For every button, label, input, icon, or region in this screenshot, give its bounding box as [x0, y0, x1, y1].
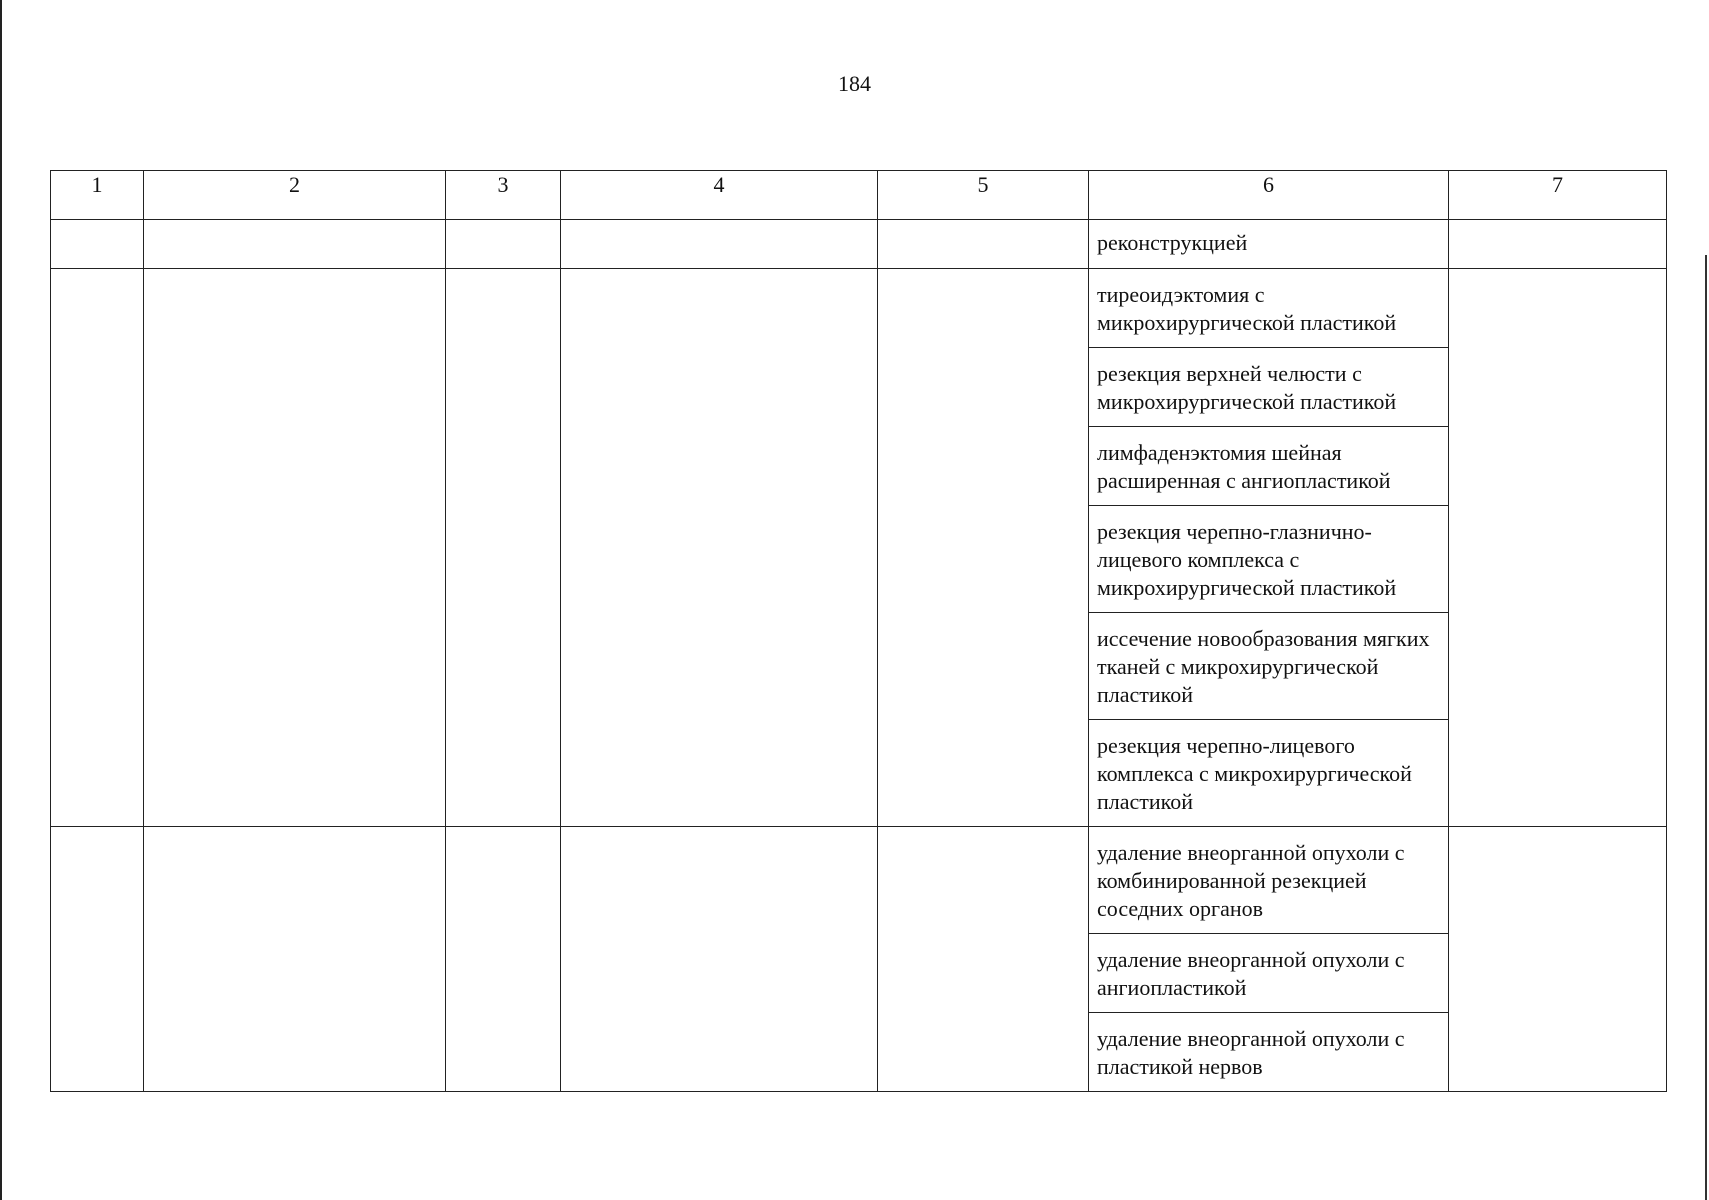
- procedure-item: резекция черепно-лицевого комплекса с микрохирургической пластикой: [1097, 733, 1412, 814]
- column-header-2: 2: [144, 171, 446, 220]
- procedure-cell: [1089, 220, 1449, 269]
- table-cell: [561, 827, 878, 1092]
- procedure-item: иссечение новообразования мягких тканей с микрохирургической пластикой: [1089, 613, 1448, 720]
- table-cell: [51, 827, 144, 1092]
- table-cell: [51, 269, 144, 827]
- column-header-6: 6: [1089, 171, 1449, 220]
- procedure-item: удаление внеорганной опухоли с пластикой нервов: [1097, 1026, 1405, 1079]
- table-cell: [144, 269, 446, 827]
- column-header-4: 4: [561, 171, 878, 220]
- table-cell: [878, 269, 1089, 827]
- table-cell: [446, 220, 561, 269]
- procedure-cell: [1089, 827, 1449, 1092]
- procedure-item: резекция верхней челюсти с микрохирургической пластикой: [1089, 348, 1448, 427]
- column-header-5: 5: [878, 171, 1089, 220]
- column-header-3: 3: [446, 171, 561, 220]
- table-cell: [446, 269, 561, 827]
- table-cell: [561, 220, 878, 269]
- procedure-cell: [1089, 269, 1449, 827]
- procedure-list: [1089, 827, 1448, 1091]
- table-header-row: [51, 171, 1667, 220]
- column-header-7: 7: [1449, 171, 1667, 220]
- procedures-table: [50, 170, 1667, 1092]
- table-cell: [446, 827, 561, 1092]
- table-cell: [51, 220, 144, 269]
- procedure-list: [1089, 269, 1448, 826]
- table-cell: [561, 269, 878, 827]
- table-cell: [878, 827, 1089, 1092]
- table-cell: [144, 827, 446, 1092]
- table-cell: [878, 220, 1089, 269]
- table-cell: [144, 220, 446, 269]
- procedure-item: удаление внеорганной опухоли с ангиопластикой: [1089, 934, 1448, 1013]
- column-header-1: 1: [51, 171, 144, 220]
- table-row: [51, 220, 1667, 269]
- table-row: [51, 827, 1667, 1092]
- table-cell: [1449, 220, 1667, 269]
- procedure-item: лимфаденэктомия шейная расширенная с ангиопластикой: [1089, 427, 1448, 506]
- procedure-text: реконструкцией: [1097, 230, 1248, 255]
- page-edge-left: [0, 0, 2, 1200]
- procedure-item: тиреоидэктомия с микрохирургической пластикой: [1089, 269, 1448, 348]
- page-number: 184: [838, 71, 871, 96]
- procedure-item: удаление внеорганной опухоли с комбинированной резекцией соседних органов: [1089, 827, 1448, 934]
- table-cell: [1449, 269, 1667, 827]
- procedure-item: резекция черепно-глазнично-лицевого комплекса с микрохирургической пластикой: [1089, 506, 1448, 613]
- table-row: [51, 269, 1667, 827]
- table-cell: [1449, 827, 1667, 1092]
- page-edge-right: [1705, 255, 1707, 1200]
